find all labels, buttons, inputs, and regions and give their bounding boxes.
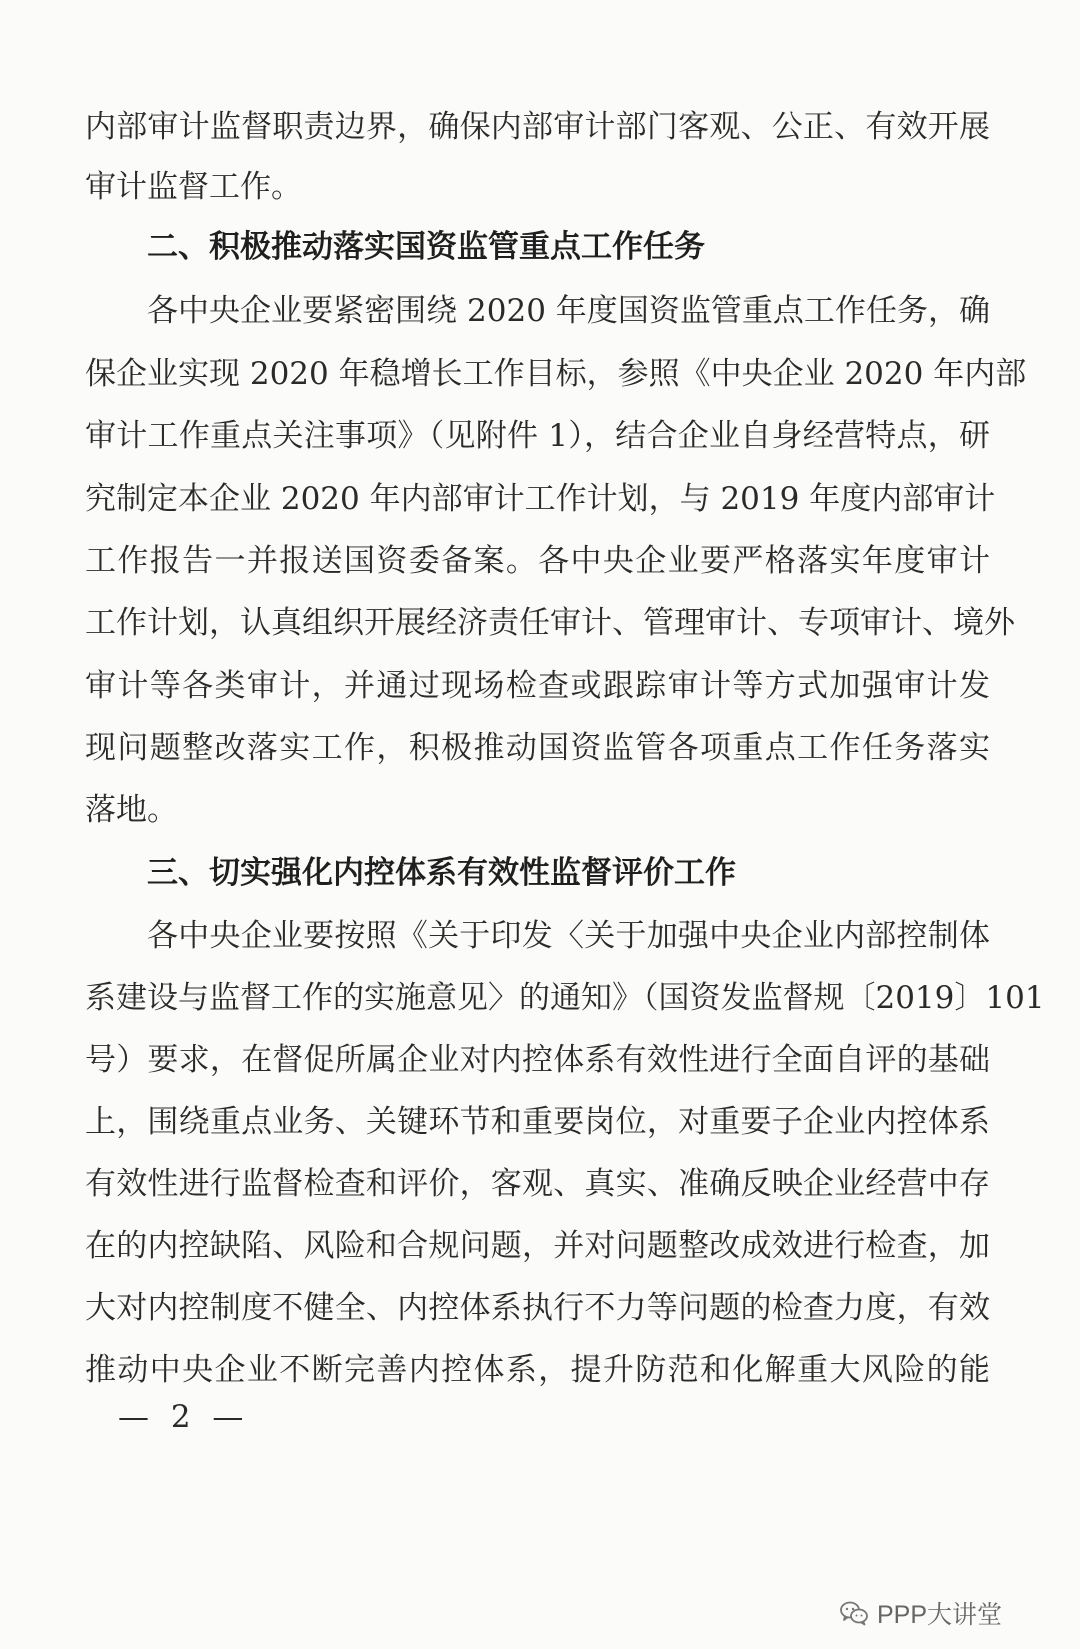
body-line: 工作报告一并报送国资委备案。各中央企业要严格落实年度审计 [85, 543, 990, 579]
body-line: 各中央企业要按照《关于印发〈关于加强中央企业内部控制体 [147, 918, 990, 954]
body-line: 上，围绕重点业务、关键环节和重要岗位，对重要子企业内控体系 [85, 1104, 990, 1140]
body-line: 现问题整改落实工作，积极推动国资监管各项重点工作任务落实 [85, 730, 990, 766]
body-line: 审计监督工作。 [85, 169, 302, 205]
section-heading-2: 二、积极推动落实国资监管重点工作任务 [147, 229, 705, 265]
body-line: 号）要求，在督促所属企业对内控体系有效性进行全面自评的基础 [85, 1042, 990, 1078]
body-line: 内部审计监督职责边界，确保内部审计部门客观、公正、有效开展 [85, 109, 990, 145]
body-line: 有效性进行监督检查和评价，客观、真实、准确反映企业经营中存 [85, 1166, 990, 1202]
page-number: — 2 — [118, 1399, 250, 1435]
body-line: 审计工作重点关注事项》（见附件 1），结合企业自身经营特点，研 [85, 418, 990, 454]
watermark [839, 1597, 1002, 1629]
body-line: 保企业实现 2020 年稳增长工作目标，参照《中央企业 2020 年内部 [85, 356, 1027, 392]
section-heading-3: 三、切实强化内控体系有效性监督评价工作 [147, 855, 736, 891]
body-line: 系建设与监督工作的实施意见〉的通知》（国资发监督规〔2019〕101 [85, 980, 1045, 1016]
body-line: 工作计划，认真组织开展经济责任审计、管理审计、专项审计、境外 [85, 605, 1015, 641]
body-line: 在的内控缺陷、风险和合规问题，并对问题整改成效进行检查，加 [85, 1228, 990, 1264]
body-line: 推动中央企业不断完善内控体系，提升防范和化解重大风险的能 [85, 1352, 990, 1388]
body-line: 落地。 [85, 792, 178, 828]
watermark-text: PPP大讲堂 [876, 1601, 1002, 1629]
wechat-icon [839, 1600, 869, 1626]
body-line: 审计等各类审计，并通过现场检查或跟踪审计等方式加强审计发 [85, 668, 990, 704]
body-line: 究制定本企业 2020 年内部审计工作计划，与 2019 年度内部审计 [85, 481, 996, 517]
body-line: 各中央企业要紧密围绕 2020 年度国资监管重点工作任务，确 [147, 293, 990, 329]
body-line: 大对内控制度不健全、内控体系执行不力等问题的检查力度，有效 [85, 1290, 990, 1326]
